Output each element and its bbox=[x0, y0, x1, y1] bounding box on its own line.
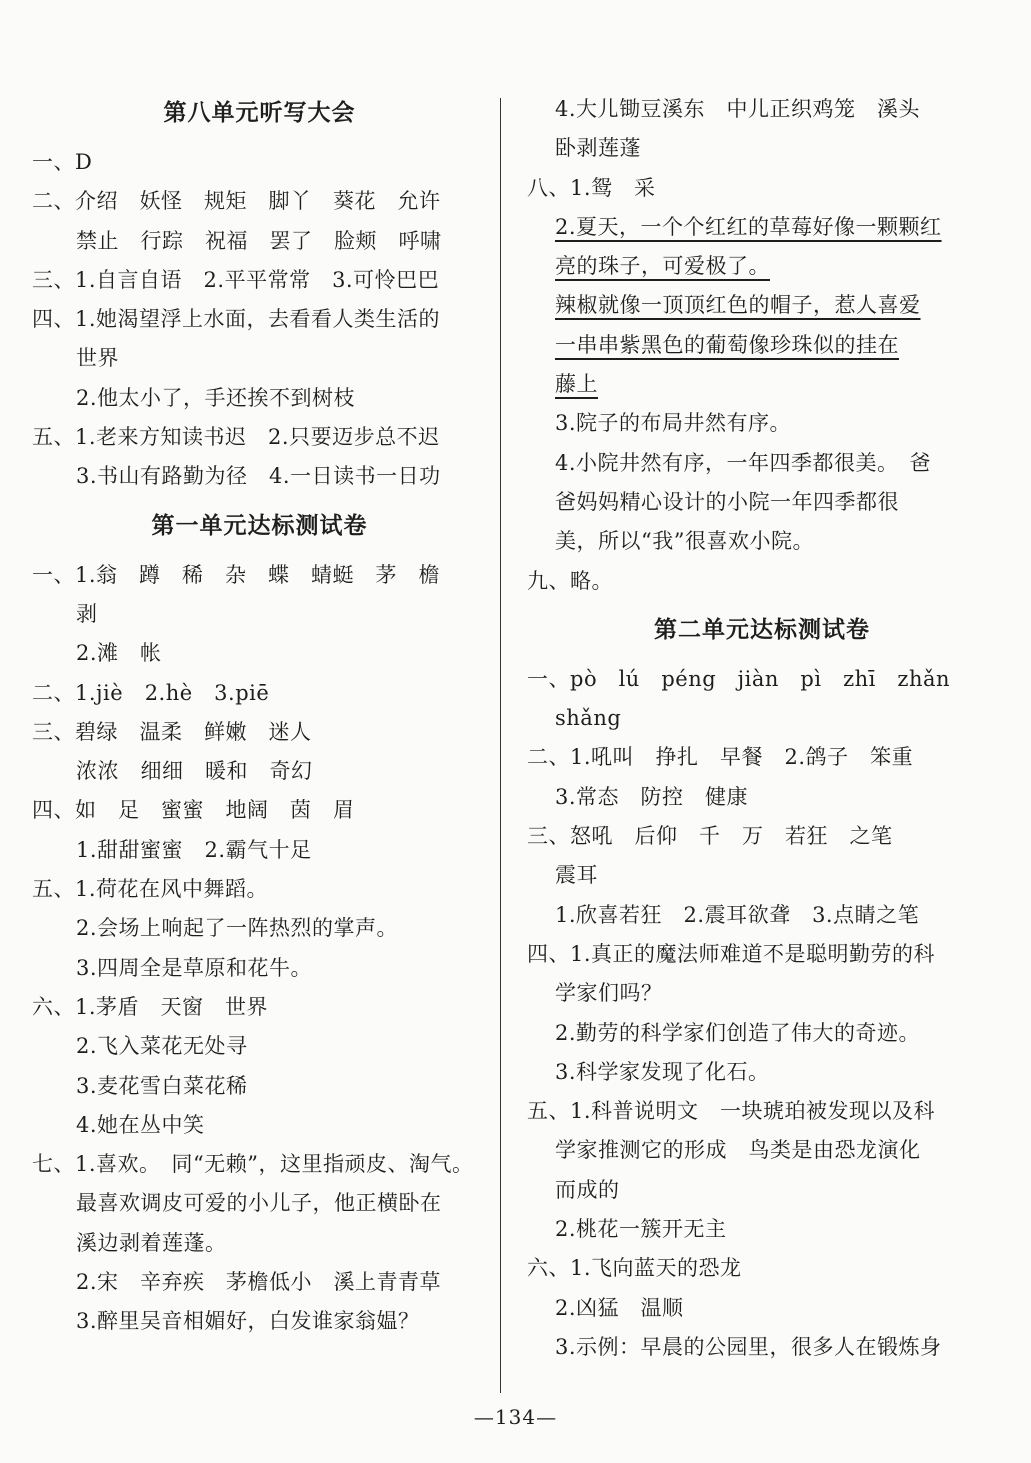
answer-line: 1.甜甜蜜蜜 2.霸气十足 bbox=[76, 837, 312, 862]
section-heading-unit1-test: 第一单元达标测试卷 bbox=[151, 512, 368, 539]
answer-line: 学家们吗？ bbox=[555, 981, 663, 1006]
answer-line bbox=[527, 326, 997, 365]
answer-line: 最喜欢调皮可爱的小儿子，他正横卧在 bbox=[76, 1191, 442, 1216]
answer-line: 剥 bbox=[76, 601, 98, 626]
answer-line: 3.科学家发现了化石。 bbox=[555, 1059, 770, 1084]
answer-line bbox=[527, 247, 997, 286]
answer-line: 4.小院井然有序，一年四季都很美。 爸 bbox=[555, 450, 932, 475]
section-heading-unit2-test: 第二单元达标测试卷 bbox=[654, 616, 870, 643]
right-column bbox=[527, 90, 997, 1367]
answer-line: 2.勤劳的科学家们创造了伟大的奇迹。 bbox=[555, 1020, 921, 1045]
answer-line: 4.她在丛中笑 bbox=[76, 1112, 205, 1137]
answer-line: 浓浓 细细 暖和 奇幻 bbox=[76, 759, 313, 784]
answer-line: 二、介绍 妖怪 规矩 脚丫 葵花 允许 bbox=[32, 189, 441, 214]
answer-line: 一、1.翁 蹲 稀 杂 蝶 蜻蜓 茅 檐 bbox=[32, 562, 441, 587]
answer-line: shǎng bbox=[555, 706, 622, 731]
left-column bbox=[32, 90, 487, 1342]
answer-line: 七、1.喜欢。 同“无赖”，这里指顽皮、淘气。 bbox=[32, 1152, 474, 1177]
answer-line: 2.他太小了，手还挨不到树枝 bbox=[76, 385, 356, 410]
answer-line: 六、1.飞向蓝天的恐龙 bbox=[527, 1256, 742, 1281]
answer-line: 世界 bbox=[76, 346, 119, 371]
answer-line: 3.常态 防控 健康 bbox=[555, 784, 749, 809]
answer-line: 八、1.鸳 采 bbox=[527, 175, 656, 200]
underlined-answer: 亮的珠子，可爱极了。 bbox=[555, 254, 770, 279]
answer-line: 而成的 bbox=[555, 1177, 620, 1202]
section-heading-unit8-dictation: 第八单元听写大会 bbox=[163, 100, 356, 126]
answer-line: 3.示例：早晨的公园里，很多人在锻炼身 bbox=[555, 1334, 942, 1359]
page-number: —134— bbox=[473, 1405, 558, 1429]
answer-line: 九、略。 bbox=[527, 568, 613, 593]
answer-line: 六、1.茅盾 天窗 世界 bbox=[32, 994, 269, 1019]
answer-line: 禁止 行踪 祝福 罢了 脸颊 呼啸 bbox=[76, 228, 442, 253]
answer-line: 美，所以“我”很喜欢小院。 bbox=[555, 529, 814, 554]
answer-line: 五、1.荷花在风中舞蹈。 bbox=[32, 877, 269, 902]
answer-line: 四、如 足 蜜蜜 地阔 茵 眉 bbox=[32, 798, 355, 823]
answer-line: 一、pò lú péng jiàn pì zhī zhǎn bbox=[527, 666, 951, 691]
answer-line: 学家推测它的形成 鸟类是由恐龙演化 bbox=[555, 1138, 921, 1163]
answer-line: 五、1.科普说明文 一块琥珀被发现以及科 bbox=[527, 1099, 936, 1124]
answer-line: 三、碧绿 温柔 鲜嫩 迷人 bbox=[32, 719, 312, 744]
underlined-answer: 2.夏天，一个个红红的草莓好像一颗颗红 bbox=[555, 214, 942, 239]
answer-line bbox=[527, 286, 997, 325]
answer-line: 3.醉里吴音相媚好，白发谁家翁媪？ bbox=[76, 1309, 420, 1334]
answer-line: 3.四周全是草原和花牛。 bbox=[76, 955, 313, 980]
answer-line: 4.大儿锄豆溪东 中儿正织鸡笼 溪头 bbox=[555, 97, 921, 121]
answer-line: 四、1.真正的魔法师难道不是聪明勤劳的科 bbox=[527, 941, 936, 966]
column-divider bbox=[500, 98, 501, 1393]
underlined-answer: 藤上 bbox=[555, 372, 598, 397]
answer-line: 三、1.自言自语 2.平平常常 3.可怜巴巴 bbox=[32, 267, 440, 292]
answer-line: 1.欣喜若狂 2.震耳欲聋 3.点睛之笔 bbox=[555, 902, 920, 927]
answer-line: 二、1.吼叫 挣扎 早餐 2.鸽子 笨重 bbox=[527, 745, 914, 770]
answer-line bbox=[527, 365, 997, 404]
answer-line: 一、D bbox=[32, 150, 93, 174]
answer-line: 震耳 bbox=[555, 863, 598, 888]
answer-line: 四、1.她渴望浮上水面，去看看人类生活的 bbox=[32, 307, 441, 332]
answer-line: 2.会场上响起了一阵热烈的掌声。 bbox=[76, 916, 399, 941]
answer-line: 五、1.老来方知读书迟 2.只要迈步总不迟 bbox=[32, 425, 440, 450]
answer-line: 二、1.jiè 2.hè 3.piē bbox=[32, 680, 270, 705]
answer-line: 3.麦花雪白菜花稀 bbox=[76, 1073, 248, 1098]
answer-line: 2.飞入菜花无处寻 bbox=[76, 1034, 248, 1059]
answer-line: 2.桃花一簇开无主 bbox=[555, 1217, 727, 1242]
answer-line: 2.凶猛 温顺 bbox=[555, 1295, 684, 1320]
answer-line: 爸妈妈精心设计的小院一年四季都很 bbox=[555, 489, 899, 514]
underlined-answer: 辣椒就像一顶顶红色的帽子，惹人喜爱 bbox=[555, 293, 921, 318]
answer-line: 2.宋 辛弃疾 茅檐低小 溪上青青草 bbox=[76, 1270, 442, 1295]
answer-line: 3.院子的布局井然有序。 bbox=[555, 411, 792, 436]
answer-line: 三、怒吼 后仰 千 万 若狂 之笔 bbox=[527, 824, 893, 849]
underlined-answer: 一串串紫黑色的葡萄像珍珠似的挂在 bbox=[555, 332, 899, 357]
answer-line: 溪边剥着莲蓬。 bbox=[76, 1230, 227, 1255]
answer-line: 2.滩 帐 bbox=[76, 641, 162, 666]
answer-line: 卧剥莲蓬 bbox=[555, 136, 641, 161]
answer-line: 3.书山有路勤为径 4.一日读书一日功 bbox=[76, 464, 441, 489]
answer-line bbox=[527, 208, 997, 247]
